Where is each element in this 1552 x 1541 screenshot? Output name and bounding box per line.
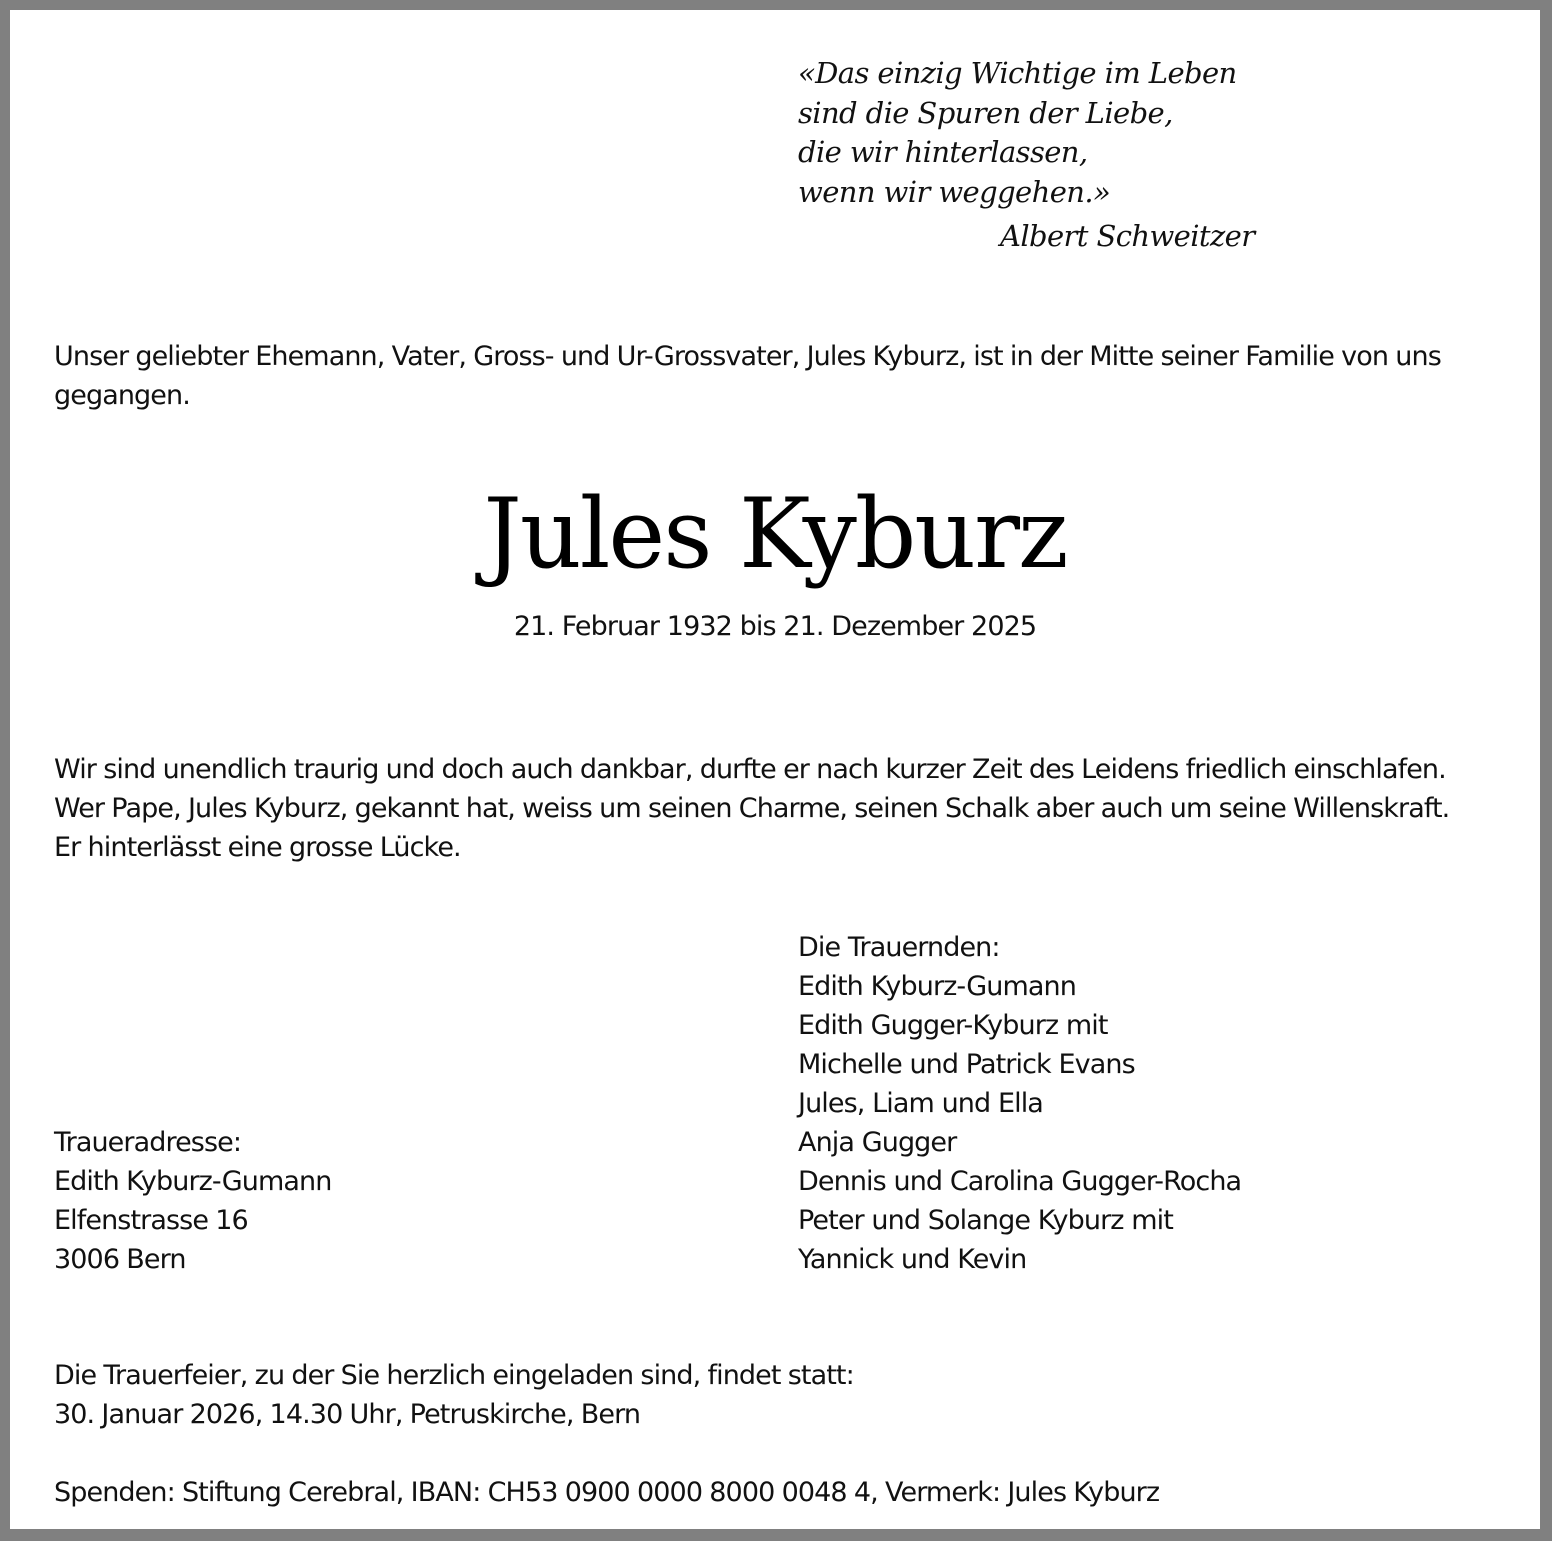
quote-line: «Das einzig Wichtige im Leben: [798, 56, 1237, 90]
mourner-name: Edith Gugger-Kyburz mit: [798, 1010, 1108, 1041]
quote-line: wenn wir weggehen.»: [798, 174, 1111, 209]
donation-info: Spenden: Stiftung Cerebral, IBAN: CH53 0900 0000 8000 0048 4, Vermerk: Jules Kyburz: [54, 1477, 1160, 1508]
intro-text: Unser geliebter Ehemann, Vater, Gross- und Ur-Grossvater, Jules Kyburz, ist in der Mitte seiner Familie von uns gegangen.: [54, 341, 1441, 411]
life-dates: 21. Februar 1932 bis 21. Dezember 2025: [513, 611, 1037, 642]
mourners-list: [798, 928, 1241, 1279]
mourning-address: [54, 1123, 331, 1279]
quote-line: sind die Spuren der Liebe,: [798, 95, 1173, 130]
address-name: Edith Kyburz-Gumann: [54, 1166, 332, 1197]
message-text: [54, 750, 1524, 867]
mourner-name: Dennis und Carolina Gugger-Rocha: [798, 1166, 1242, 1197]
mourner-name: Jules, Liam und Ella: [798, 1088, 1043, 1119]
mourner-name: Edith Kyburz-Gumann: [798, 971, 1076, 1002]
message-line: Wir sind unendlich traurig und doch auch dankbar, durfte er nach kurzer Zeit des Leidens friedlich einschlafen.: [54, 754, 1446, 785]
address-street: Elfenstrasse 16: [54, 1205, 248, 1236]
message-line: Er hinterlässt eine grosse Lücke.: [54, 832, 461, 863]
quote-line: die wir hinterlassen,: [798, 135, 1088, 169]
quote-author: Albert Schweitzer: [1000, 219, 1255, 253]
service-invitation: Die Trauerfeier, zu der Sie herzlich eingeladen sind, findet statt:: [54, 1360, 854, 1391]
mourner-name: Michelle und Patrick Evans: [798, 1049, 1135, 1080]
mourner-name: Yannick und Kevin: [798, 1244, 1027, 1275]
obituary-notice: [10, 10, 1540, 1529]
quote: [798, 54, 1237, 212]
mourners-heading: Die Trauernden:: [798, 932, 1000, 963]
deceased-name: Jules Kyburz: [483, 478, 1067, 590]
message-line: Wer Pape, Jules Kyburz, gekannt hat, weiss um seinen Charme, seinen Schalk aber auch um seine Willenskraft.: [54, 793, 1450, 824]
funeral-service-info: [54, 1356, 854, 1434]
address-city: 3006 Bern: [54, 1244, 186, 1275]
mourner-name: Peter und Solange Kyburz mit: [798, 1205, 1173, 1236]
mourner-name: Anja Gugger: [798, 1127, 957, 1158]
service-datetime-location: 30. Januar 2026, 14.30 Uhr, Petruskirche, Bern: [54, 1399, 641, 1430]
address-heading: Traueradresse:: [54, 1127, 242, 1158]
